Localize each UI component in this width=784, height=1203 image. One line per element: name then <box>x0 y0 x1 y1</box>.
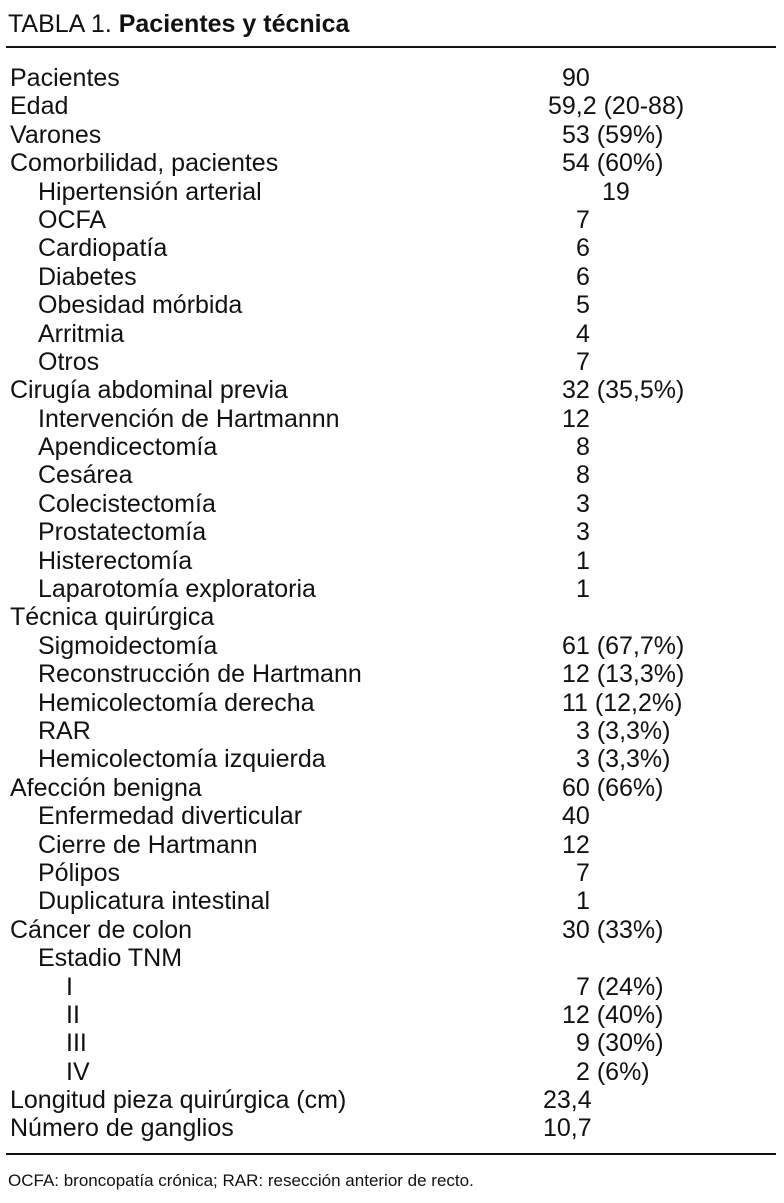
row-value: 7 <box>576 347 590 376</box>
row-label: IV <box>66 1057 90 1086</box>
row-value: 59,2 (20-88) <box>548 92 685 121</box>
row-value: 6 <box>576 262 590 291</box>
row-value: 19 <box>602 177 630 206</box>
row-label: Pacientes <box>10 64 120 92</box>
table-row <box>0 944 784 972</box>
row-label: Técnica quirúrgica <box>10 603 215 632</box>
row-value: 11 (12,2%) <box>562 688 683 717</box>
table-row <box>0 178 784 206</box>
row-label: OCFA <box>38 205 107 234</box>
row-label: Cirugía abdominal previa <box>10 376 288 405</box>
table-row <box>0 547 784 575</box>
row-value: 12 <box>562 830 590 859</box>
row-label: Laparotomía exploratoria <box>38 575 316 604</box>
row-value: 32 (35,5%) <box>562 376 685 405</box>
table-row <box>0 64 784 92</box>
row-value: 8 <box>576 433 590 462</box>
top-rule <box>6 46 776 48</box>
row-value: 12 <box>562 404 590 433</box>
row-label: Hipertensión arterial <box>38 177 262 206</box>
row-label: Otros <box>38 347 100 376</box>
row-value: 30 (33%) <box>562 915 664 944</box>
row-value: 40 <box>562 802 590 831</box>
row-value: 3 (3,3%) <box>576 716 671 745</box>
table-row <box>0 1086 784 1114</box>
row-label: Cardiopatía <box>38 234 168 263</box>
table-row <box>0 1058 784 1086</box>
row-label: Sigmoidectomía <box>38 631 218 660</box>
row-label: Número de ganglios <box>10 1114 234 1143</box>
table-row <box>0 320 784 348</box>
table-row <box>0 1114 784 1142</box>
table-row <box>0 774 784 802</box>
row-value: 60 (66%) <box>562 773 664 802</box>
table-row <box>0 206 784 234</box>
table-row <box>0 461 784 489</box>
row-label: Longitud pieza quirúrgica (cm) <box>10 1086 347 1115</box>
row-value: 3 <box>576 489 590 518</box>
row-label: Hemicolectomía derecha <box>38 688 315 717</box>
table-row <box>0 745 784 773</box>
row-value: 1 <box>576 575 590 604</box>
table-row <box>0 632 784 660</box>
table-row <box>0 603 784 631</box>
row-label: RAR <box>38 716 91 745</box>
row-label: Cierre de Hartmann <box>38 830 258 859</box>
table-row <box>0 887 784 915</box>
table-row <box>0 1029 784 1057</box>
row-value: 2 (6%) <box>576 1057 650 1086</box>
row-label: Cesárea <box>38 461 133 490</box>
table-row <box>0 348 784 376</box>
table-row <box>0 689 784 717</box>
table-row <box>0 859 784 887</box>
table-row <box>0 291 784 319</box>
table-caption: Pacientes y técnica <box>118 10 350 38</box>
row-value: 54 (60%) <box>562 149 664 178</box>
row-value: 3 <box>576 518 590 547</box>
table-row <box>0 121 784 149</box>
row-label: Prostatectomía <box>38 518 207 547</box>
row-label: Histerectomía <box>38 546 193 575</box>
table-row <box>0 263 784 291</box>
table-row <box>0 149 784 177</box>
table-row <box>0 376 784 404</box>
row-value: 23,4 <box>543 1086 592 1115</box>
table-number: TABLA 1. <box>8 10 112 38</box>
row-label: Hemicolectomía izquierda <box>38 745 326 774</box>
row-label: Reconstrucción de Hartmann <box>38 660 362 689</box>
row-label: Cáncer de colon <box>10 915 193 944</box>
row-value: 3 (3,3%) <box>576 745 671 774</box>
row-label: Arritmia <box>38 319 125 348</box>
row-value: 61 (67,7%) <box>562 631 685 660</box>
table-row <box>0 518 784 546</box>
row-label: Duplicatura intestinal <box>38 887 271 916</box>
row-label: Enfermedad diverticular <box>38 802 303 831</box>
row-value: 12 (40%) <box>562 1000 664 1029</box>
row-value: 7 (24%) <box>576 972 664 1001</box>
row-value: 12 (13,3%) <box>562 660 685 689</box>
row-value: 5 <box>576 291 590 320</box>
table-row <box>0 405 784 433</box>
row-label: Colecistectomía <box>38 489 216 518</box>
row-value: 8 <box>576 461 590 490</box>
row-label: Varones <box>10 120 102 149</box>
table-row <box>0 916 784 944</box>
row-value: 7 <box>576 205 590 234</box>
table-row <box>0 490 784 518</box>
row-label: Afección benigna <box>10 773 202 802</box>
row-label: Pólipos <box>38 858 120 887</box>
row-value: 9 (30%) <box>576 1029 664 1058</box>
table-row <box>0 717 784 745</box>
table-row <box>0 575 784 603</box>
table-title <box>8 9 349 39</box>
table-row <box>0 433 784 461</box>
table-row <box>0 802 784 830</box>
row-value: 7 <box>576 858 590 887</box>
row-value: 90 <box>562 64 590 92</box>
table-body <box>0 64 784 1143</box>
table-row <box>0 234 784 262</box>
row-value: 4 <box>576 319 590 348</box>
table-row <box>0 1001 784 1029</box>
row-label: Intervención de Hartmannn <box>38 404 340 433</box>
row-label: II <box>66 1000 80 1029</box>
row-label: I <box>66 972 73 1001</box>
row-value: 6 <box>576 234 590 263</box>
row-label: Diabetes <box>38 262 137 291</box>
row-value: 53 (59%) <box>562 120 664 149</box>
table-row <box>0 973 784 1001</box>
row-label: III <box>66 1029 87 1058</box>
table-row <box>0 831 784 859</box>
footnote: OCFA: broncopatía crónica; RAR: resección anterior de recto. <box>8 1171 474 1190</box>
row-value: 10,7 <box>543 1114 592 1143</box>
row-label: Edad <box>10 92 69 121</box>
row-value: 1 <box>576 887 590 916</box>
table-row <box>0 92 784 120</box>
table-row <box>0 660 784 688</box>
row-label: Estadio TNM <box>38 944 183 973</box>
row-value: 1 <box>576 546 590 575</box>
row-label: Obesidad mórbida <box>38 291 243 320</box>
bottom-rule <box>6 1153 776 1155</box>
row-label: Apendicectomía <box>38 433 218 462</box>
row-label: Comorbilidad, pacientes <box>10 149 279 178</box>
